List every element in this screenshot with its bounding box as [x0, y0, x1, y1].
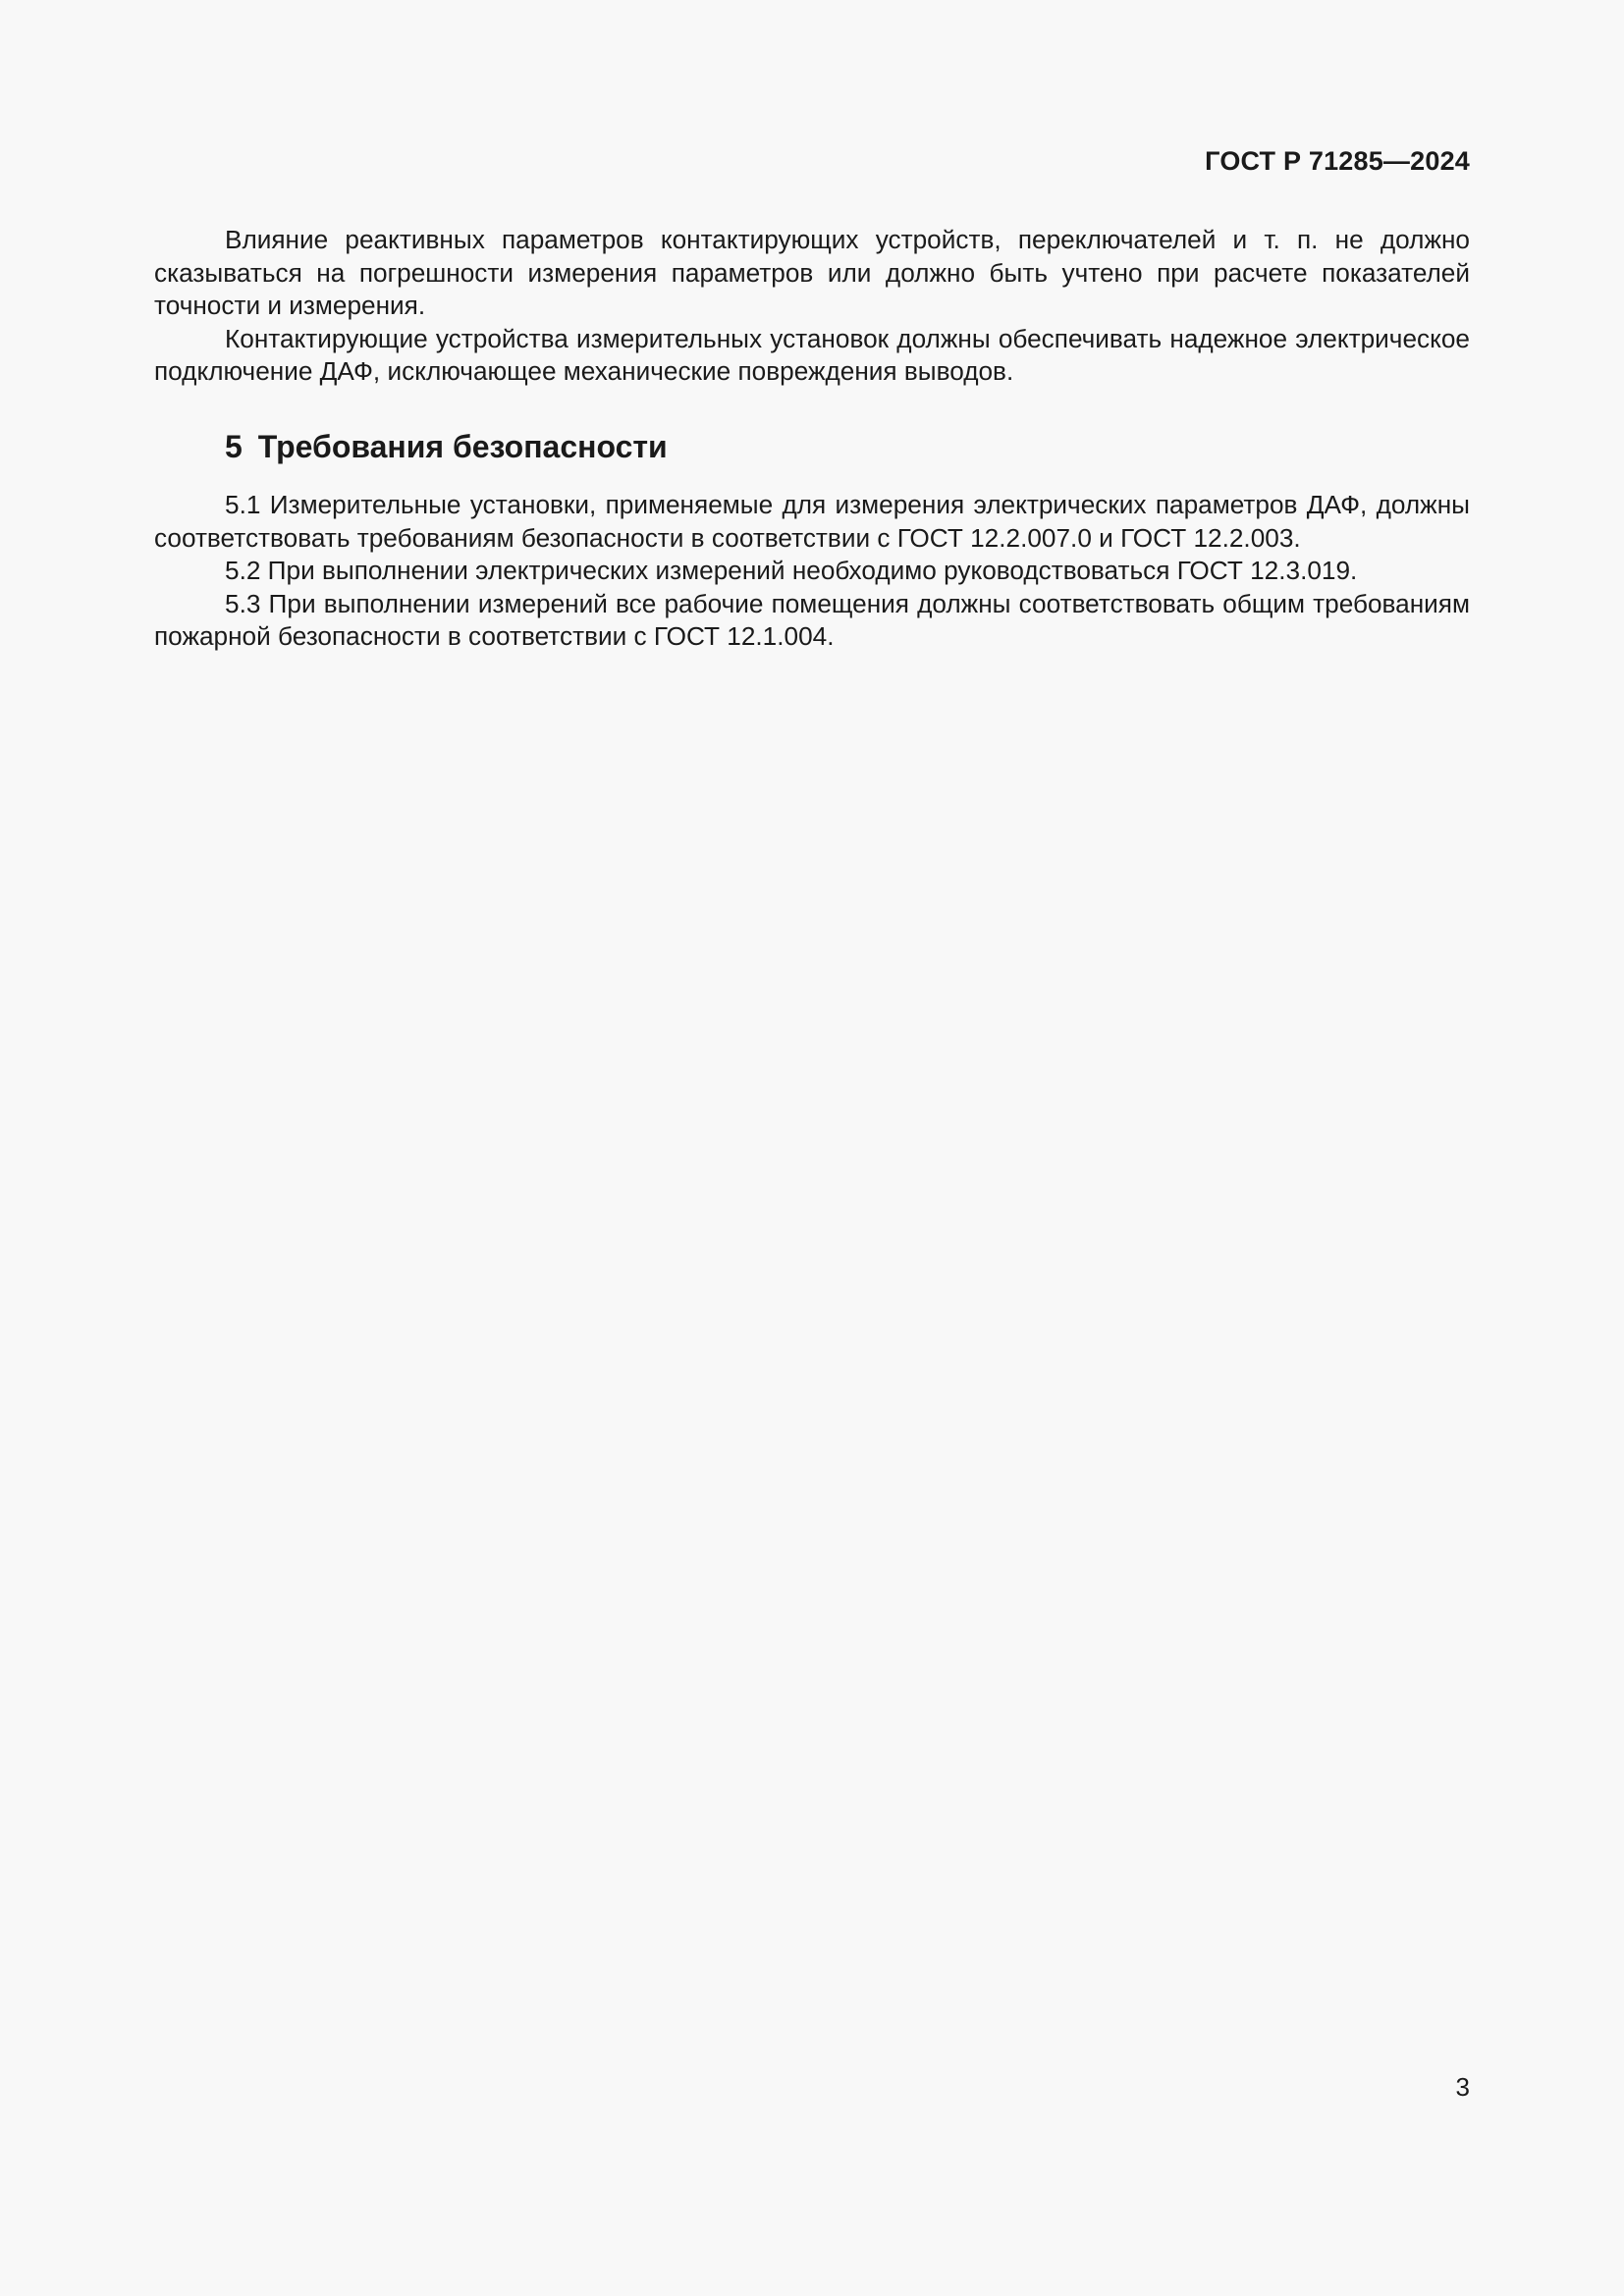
document-code-header: ГОСТ Р 71285—2024	[1205, 146, 1470, 176]
section-clauses	[154, 489, 1470, 654]
clause-5-2: 5.2 При выполнении электрических измерений необходимо руководствоваться ГОСТ 12.3.019.	[225, 556, 1358, 585]
clause-5-3: 5.3 При выполнении измерений все рабочие помещения должны соответствовать общим требованиям пожарной безопасности в соответствии с ГОСТ 12.1.004.	[154, 588, 1470, 651]
paragraph: Влияние реактивных параметров контактирующих устройств, переключателей и т. п. не должно сказываться на погрешности измерения параметров или должно быть учтено при расчете показателей точности и измерения.	[154, 225, 1470, 320]
clause-5-1: 5.1 Измерительные установки, применяемые для измерения электрических параметров ДАФ, должны соответствовать требованиям безопасности в соответствии с ГОСТ 12.2.007.0 и ГОСТ 12.2.003.	[154, 490, 1470, 553]
paragraph: Контактирующие устройства измерительных установок должны обеспечивать надежное электрическое подключение ДАФ, исключающее механические повреждения выводов.	[154, 323, 1470, 386]
section-heading	[225, 429, 668, 465]
section-number: 5	[225, 429, 243, 464]
page-number: 3	[1455, 2072, 1470, 2102]
intro-text-block	[154, 224, 1470, 389]
section-title: Требования безопасности	[257, 429, 668, 464]
